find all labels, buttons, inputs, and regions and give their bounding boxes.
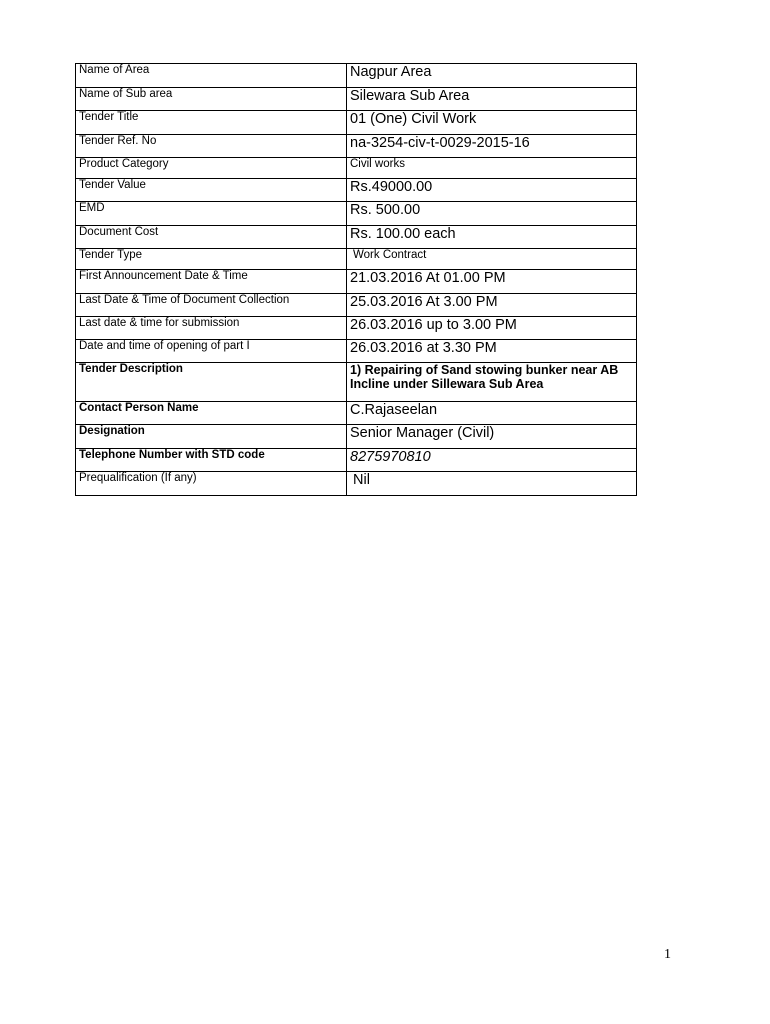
row-label: EMD [76, 202, 347, 226]
table-row [76, 472, 637, 496]
row-value: 25.03.2016 At 3.00 PM [347, 294, 637, 317]
row-value: 8275970810 [347, 449, 637, 472]
row-label: Date and time of opening of part I [76, 340, 347, 363]
row-value: Rs. 500.00 [347, 202, 637, 226]
table-row [76, 202, 637, 226]
table-row [76, 88, 637, 111]
row-value: C.Rajaseelan [347, 402, 637, 425]
row-label: Name of Area [76, 64, 347, 88]
table-row [76, 402, 637, 425]
table-row [76, 249, 637, 270]
table-row [76, 317, 637, 340]
table-row [76, 340, 637, 363]
row-label: Last date & time for submission [76, 317, 347, 340]
row-value: Nil [347, 472, 637, 496]
row-label: Tender Value [76, 179, 347, 202]
row-label: Tender Ref. No [76, 135, 347, 158]
row-value: Silewara Sub Area [347, 88, 637, 111]
row-value: Rs.49000.00 [347, 179, 637, 202]
table-row [76, 158, 637, 179]
table-row [76, 135, 637, 158]
row-label: Contact Person Name [76, 402, 347, 425]
row-label: Tender Title [76, 111, 347, 135]
row-label: Product Category [76, 158, 347, 179]
row-value: 1) Repairing of Sand stowing bunker near AB Incline under Sillewara Sub Area [347, 363, 637, 402]
row-label: Telephone Number with STD code [76, 449, 347, 472]
row-value: Rs. 100.00 each [347, 226, 637, 249]
row-value: Work Contract [347, 249, 637, 270]
row-value: 01 (One) Civil Work [347, 111, 637, 135]
row-label: Last Date & Time of Document Collection [76, 294, 347, 317]
row-label: Designation [76, 425, 347, 449]
row-label: Tender Type [76, 249, 347, 270]
table-row [76, 425, 637, 449]
row-value: 26.03.2016 at 3.30 PM [347, 340, 637, 363]
row-value: Nagpur Area [347, 64, 637, 88]
table-row [76, 294, 637, 317]
table-row [76, 111, 637, 135]
table-row [76, 179, 637, 202]
row-label: Document Cost [76, 226, 347, 249]
table-row [76, 270, 637, 294]
row-value: na-3254-civ-t-0029-2015-16 [347, 135, 637, 158]
table-row [76, 226, 637, 249]
page-number: 1 [664, 947, 671, 962]
row-label: Name of Sub area [76, 88, 347, 111]
row-value: Civil works [347, 158, 637, 179]
row-label: First Announcement Date & Time [76, 270, 347, 294]
table-row [76, 64, 637, 88]
tender-details-table [75, 63, 637, 496]
row-label: Prequalification (If any) [76, 472, 347, 496]
row-value: 26.03.2016 up to 3.00 PM [347, 317, 637, 340]
row-value: Senior Manager (Civil) [347, 425, 637, 449]
table-row [76, 363, 637, 402]
table-row [76, 449, 637, 472]
row-value: 21.03.2016 At 01.00 PM [347, 270, 637, 294]
row-label: Tender Description [76, 363, 347, 402]
